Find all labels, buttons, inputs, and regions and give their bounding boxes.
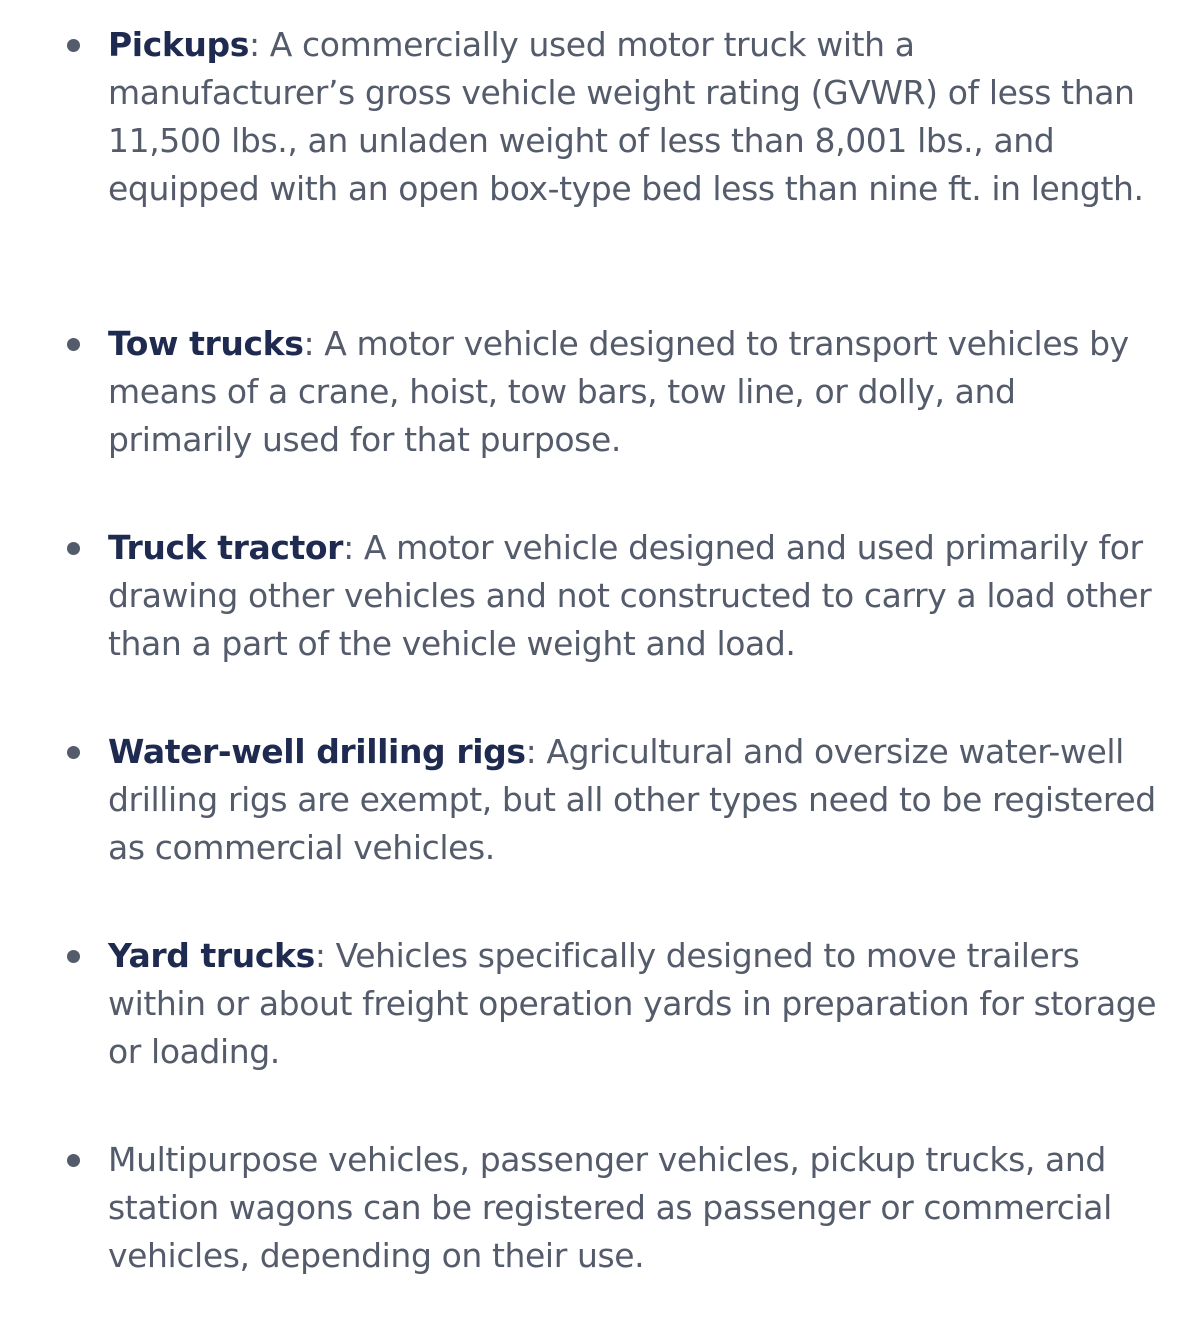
bullet-icon <box>67 746 80 759</box>
list-item-term: Water-well drilling rigs <box>108 732 526 771</box>
list-item-term: Pickups <box>108 25 249 64</box>
bullet-icon <box>67 338 80 351</box>
list-item-separator: : <box>343 528 354 567</box>
bullet-icon <box>67 1154 80 1167</box>
bullet-icon <box>67 950 80 963</box>
list-item-separator: : <box>303 324 315 363</box>
list-item-pickups <box>108 21 1168 213</box>
list-item-separator: : <box>314 936 326 975</box>
list-item-description: Agricultural and oversize water-well drilling rigs are exempt, but all other types need to be registered as commercial vehicles. <box>108 732 1156 867</box>
list-item-separator: : <box>248 25 260 64</box>
list-item-term: Yard trucks <box>108 936 315 975</box>
list-item-separator: : <box>525 732 537 771</box>
list-item-term: Tow trucks <box>108 324 304 363</box>
bullet-icon <box>67 39 80 52</box>
list-item-truck-tractor <box>108 524 1168 668</box>
list-item-description: Vehicles specifically designed to move trailers within or about freight operation yards in preparation for storage or loading. <box>108 936 1157 1071</box>
list-item-term: Truck tractor <box>108 528 344 567</box>
list-item-description: A commercially used motor truck with a manufacturer’s gross vehicle weight rating (GVWR) of less than 11,500 lbs., an unladen weight of less than 8,001 lbs., and equipped with an open box-type bed less than nine ft. in length. <box>108 25 1144 208</box>
list-item-tow-trucks <box>108 320 1168 464</box>
list-item-multipurpose-vehicles <box>108 1136 1168 1280</box>
bullet-icon <box>67 542 80 555</box>
list-item-water-well-drilling-rigs <box>108 728 1168 872</box>
list-item-description: A motor vehicle designed to transport vehicles by means of a crane, hoist, tow bars, tow line, or dolly, and primarily used for that purpose. <box>108 324 1129 459</box>
list-item-yard-trucks <box>108 932 1168 1076</box>
list-item-description: Multipurpose vehicles, passenger vehicles, pickup trucks, and station wagons can be registered as passenger or commercial vehicles, depending on their use. <box>108 1140 1112 1275</box>
list-item-description: A motor vehicle designed and used primarily for drawing other vehicles and not constructed to carry a load other than a part of the vehicle weight and load. <box>108 528 1152 663</box>
